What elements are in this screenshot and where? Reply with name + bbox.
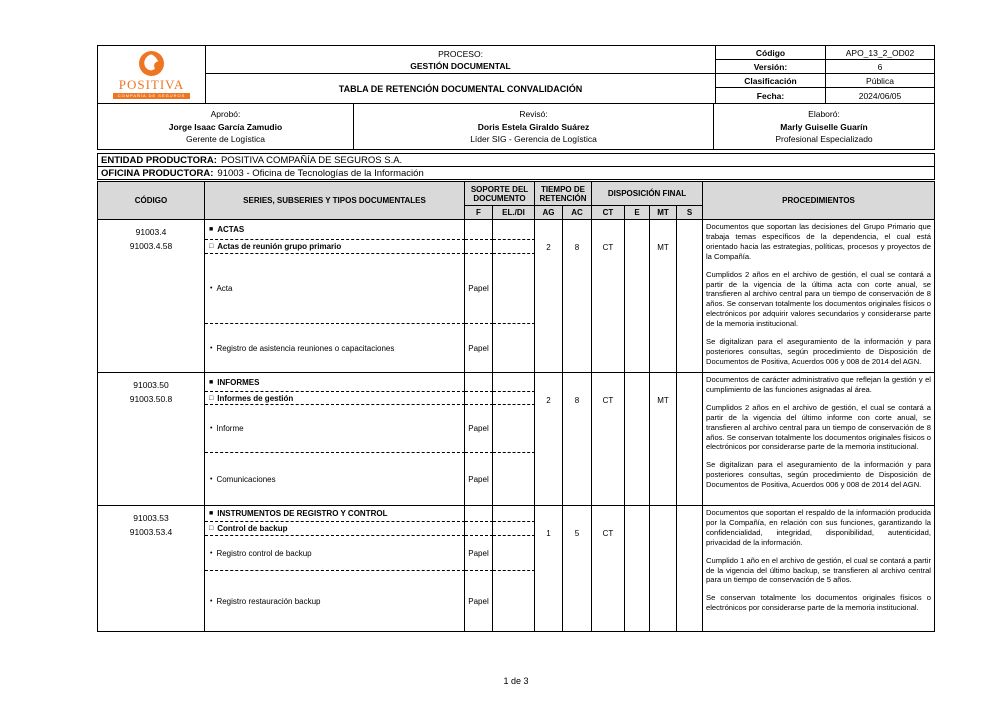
procedimiento-paragraph: Documentos que soportan el respaldo de la información producida por la Compañía, en relación con sus funciones, garantizando la confidencialidad, integridad, disponibilidad, autenticidad, privacidad de la información. [706,508,931,547]
soporte-el-cell [493,240,535,254]
retencion-ag-cell: 2 [535,373,563,505]
soporte-el-cell [493,506,535,522]
procedimientos-cell [703,220,934,372]
procedimiento-paragraph: Cumplidos 2 años en el archivo de gestión, el cual se contará a partir de la vigencia de la última acta con corte anual, se transfieren al archivo central para un tiempo de conservación de 8 años. Se conservan totalmente los documentos originales físicos o electrónicos por adquirir valores secundarios y considerarse parte de la memoria institucional. [706,269,931,329]
meta-label-clasificacion: Clasificación [716,74,826,88]
logo-tagline: COMPAÑÍA DE SEGUROS [113,93,191,99]
entidad-productora-row [97,153,935,167]
soporte-el-cell [493,254,535,324]
process-name: GESTIÓN DOCUMENTAL [410,61,511,71]
process-label: PROCESO: [438,49,483,59]
soporte-f-cell [465,392,493,405]
subserie-row [205,240,465,254]
soporte-f-cell: Papel [465,405,493,453]
soporte-f-cell [465,373,493,392]
soporte-el-cell [493,373,535,392]
process-cell [206,46,716,74]
procedimiento-paragraph: Documentos que soportan las decisiones del Grupo Primario que trabaja temas específicos de la dependencia, el cual está orientado hacia las estrategias, políticas, procesos y proyectos de la Compañía. [706,222,931,261]
signature-aprobo [98,104,354,149]
soporte-f-cell [465,220,493,240]
tipo-label: Registro restauración backup [216,596,321,606]
meta-value-codigo: APO_13_2_OD02 [826,46,934,60]
serie-marker-icon: ■ [209,510,214,517]
serie-code: 91003.50 [133,380,169,390]
subserie-row [205,392,465,405]
meta-label-version: Versión: [716,60,826,74]
meta-value-version: 6 [826,60,934,74]
serie-row [205,506,465,522]
column-header-tiempo: TIEMPO DE RETENCIÓN [535,182,592,206]
tipo-label: Registro de asistencia reuniones o capacitaciones [216,343,395,353]
signature-title: Profesional Especializado [775,134,873,144]
tipo-marker-icon: • [210,425,213,432]
document [97,45,935,632]
retencion-ag-cell: 1 [535,506,563,631]
soporte-el-cell [493,522,535,536]
series-block-instrumentos [98,506,934,631]
serie-code: 91003.53 [133,513,169,523]
disposicion-e-cell [625,506,650,631]
soporte-f-cell: Papel [465,254,493,324]
signature-name: Jorge Isaac García Zamudio [168,121,283,132]
signature-role-label: Elaboró: [808,109,840,119]
soporte-el-cell [493,571,535,631]
procedimientos-cell [703,506,934,631]
oficina-productora-label: OFICINA PRODUCTORA: [101,167,214,179]
retencion-ac-cell: 8 [563,373,592,505]
column-header-codigo: CÓDIGO [98,182,205,219]
subserie-row [205,522,465,536]
soporte-f-cell: Papel [465,571,493,631]
disposicion-mt-cell: MT [650,373,677,505]
disposicion-ct-cell: CT [592,373,625,505]
meta-value-fecha: 2024/06/05 [858,90,902,101]
column-header-s: S [677,206,703,219]
code-cell [98,373,205,505]
column-header-e: E [625,206,650,219]
tipo-marker-icon: • [210,285,213,292]
subserie-label: Actas de reunión grupo primario [217,242,342,251]
tipo-label: Acta [216,284,233,293]
subserie-marker-icon: □ [209,525,214,532]
soporte-f-cell [465,506,493,522]
disposicion-mt-cell [650,506,677,631]
tipo-marker-icon: • [210,344,213,352]
column-header-disposicion: DISPOSICIÓN FINAL [592,182,703,206]
disposicion-e-cell [625,220,650,372]
serie-row [205,373,465,392]
subserie-label: Informes de gestión [217,393,294,403]
positiva-logo [98,46,206,103]
retencion-ac-cell: 5 [563,506,592,631]
signature-role-label: Revisó: [519,109,548,119]
page-number: 1 de 3 [503,676,529,686]
disposicion-s-cell [677,373,703,505]
subserie-marker-icon: □ [209,394,214,402]
document-header [97,45,935,104]
hummingbird-logo-icon [139,51,164,76]
serie-label: ACTAS [217,225,245,234]
disposicion-s-cell [677,220,703,372]
tipo-marker-icon: • [210,597,213,605]
signature-title: Líder SIG - Gerencia de Logística [470,134,597,144]
subserie-code: 91003.4.58 [129,241,173,251]
serie-marker-icon: ■ [209,226,214,233]
tipo-label: Informe [216,424,244,433]
series-block-actas [98,220,934,373]
column-header-series: SERIES, SUBSERIES Y TIPOS DOCUMENTALES [205,182,465,219]
signature-elaboro [714,104,934,149]
tipo-row [205,324,465,372]
serie-label: INSTRUMENTOS DE REGISTRO Y CONTROL [217,509,388,518]
procedimiento-paragraph: Cumplido 1 año en el archivo de gestión, el cual se contará a partir de la vigencia del último backup, se transfieren al archivo central para un tiempo de conservación de 5 años. [706,555,931,585]
code-cell [98,220,205,372]
tipo-row [205,254,465,324]
column-header-ct: CT [592,206,625,219]
signature-name: Doris Estela Giraldo Suárez [477,121,590,132]
entidad-productora-label: ENTIDAD PRODUCTORA: [101,154,217,166]
tipo-marker-icon: • [210,549,213,557]
procedimiento-paragraph: Se digitalizan para el aseguramiento de la información y para posteriores consultas, según procedimiento de Disposición de Documentos de Positiva, Acuerdos 006 y 008 de 2014 del AGN. [706,460,931,490]
disposicion-e-cell [625,373,650,505]
table-header [98,182,934,220]
procedimiento-paragraph: Cumplidos 2 años en el archivo de gestión, el cual se contará a partir de la vigencia del último informe con corte anual, se transfieren al archivo central para un tiempo de conservación de 8 años. Se conservan totalmente los documentos originales físicos o electrónicos por considerarse parte de la memoria institucional. [706,402,931,452]
meta-label-fecha: Fecha: [716,88,826,103]
column-header-mt: MT [650,206,677,219]
subserie-code: 91003.53.4 [129,527,173,537]
series-block-informes [98,373,934,506]
soporte-el-cell [493,324,535,372]
soporte-f-cell [465,522,493,536]
subserie-label: Control de backup [217,524,288,533]
entidad-productora-value: POSITIVA COMPAÑÍA DE SEGUROS S.A. [220,154,403,166]
oficina-productora-value: 91003 - Oficina de Tecnologías de la Información [217,167,424,179]
column-header-ag: AG [535,206,563,219]
signature-reviso [354,104,714,149]
soporte-f-cell [465,240,493,254]
soporte-el-cell [493,453,535,505]
signatures-row [97,104,935,150]
tipo-label: Comunicaciones [216,474,276,484]
subserie-code: 91003.50.8 [129,394,173,404]
tipo-row [205,453,465,505]
procedimiento-paragraph: Se conservan totalmente los documentos originales físicos o electrónicos por considerarse parte de la memoria institucional. [706,593,931,613]
soporte-f-cell: Papel [465,536,493,571]
meta-label-codigo: Código [716,46,826,60]
disposicion-ct-cell: CT [592,506,625,631]
soporte-f-cell: Papel [465,324,493,372]
disposicion-s-cell [677,506,703,631]
logo-wordmark: POSITIVA [118,76,185,92]
meta-value-clasificacion: Pública [826,74,934,88]
soporte-el-cell [493,405,535,453]
tipo-label: Registro control de backup [216,548,312,558]
retencion-ac-cell: 8 [563,220,592,372]
tipo-row [205,405,465,453]
soporte-el-cell [493,536,535,571]
retencion-ag-cell: 2 [535,220,563,372]
page-title: TABLA DE RETENCIÓN DOCUMENTAL CONVALIDACIÓN [206,74,716,103]
serie-row [205,220,465,240]
column-header-soporte: SOPORTE DEL DOCUMENTO [465,182,535,206]
soporte-el-cell [493,392,535,405]
soporte-f-cell: Papel [465,453,493,505]
column-header-f: F [465,206,493,219]
tipo-row [205,571,465,631]
tipo-row [205,536,465,571]
subserie-marker-icon: □ [209,243,214,250]
signature-role-label: Aprobó: [210,109,241,119]
serie-code: 91003.4 [135,227,167,237]
procedimiento-paragraph: Se digitalizan para el aseguramiento de la información y para posteriores consultas, según procedimiento de Disposición de Documentos de Positiva, Acuerdos 006 y 008 de 2014 del AGN. [706,337,931,366]
column-header-procedimientos: PROCEDIMIENTOS [782,196,855,205]
tipo-marker-icon: • [210,475,213,483]
column-header-el-di: EL./DI [493,206,535,219]
signature-title: Gerente de Logística [186,134,265,144]
oficina-productora-row [97,167,935,180]
procedimiento-paragraph: Documentos de carácter administrativo que reflejan la gestión y el cumplimiento de las funciones asignadas al área. [706,375,931,394]
column-header-ac: AC [563,206,592,219]
procedimientos-cell [703,373,934,505]
retention-table [97,181,935,632]
serie-label: INFORMES [217,377,260,387]
signature-name: Marly Guiselle Guarín [780,121,868,132]
serie-marker-icon: ■ [209,378,214,386]
disposicion-ct-cell: CT [592,220,625,372]
disposicion-mt-cell: MT [650,220,677,372]
code-cell [98,506,205,631]
soporte-el-cell [493,220,535,240]
